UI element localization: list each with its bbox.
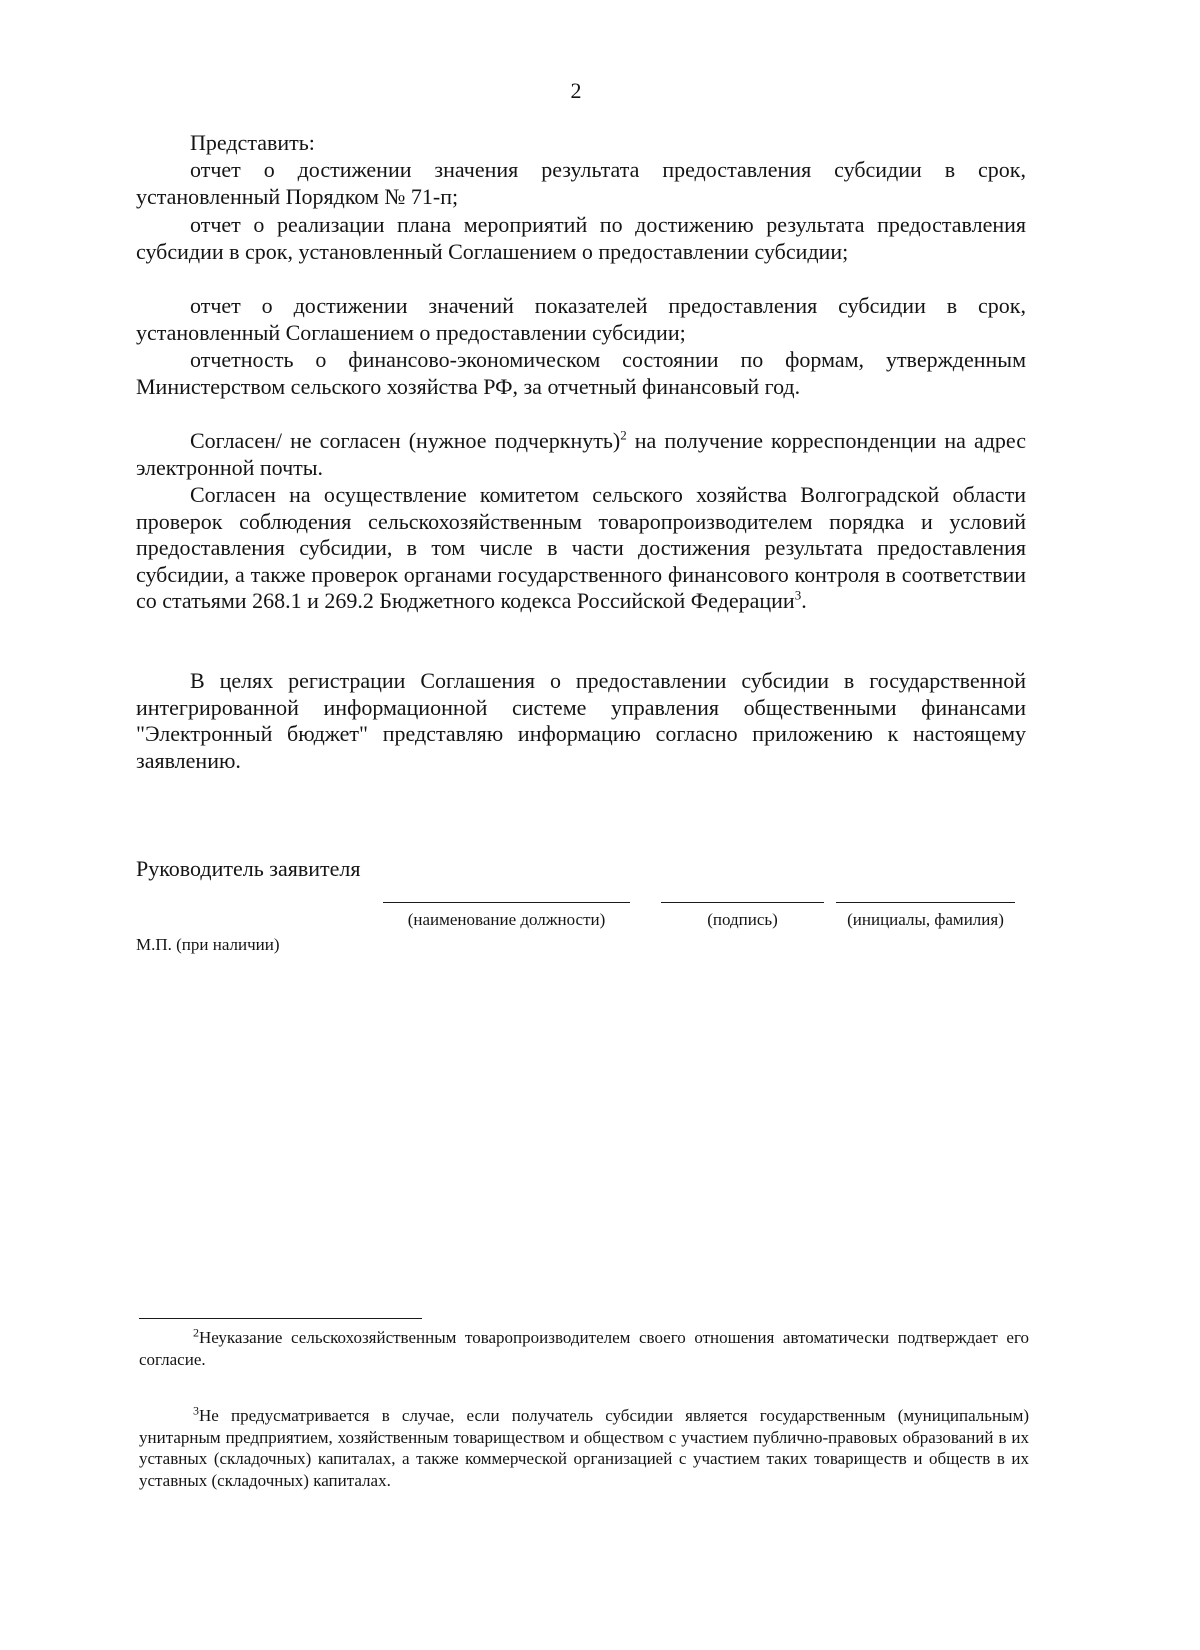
footnote-mark-2: 2	[193, 1325, 199, 1340]
footnote-separator	[139, 1318, 422, 1319]
footnote-2	[139, 1327, 1029, 1370]
consent-email-paragraph	[136, 428, 1026, 481]
report-item-indicators: отчет о достижении значений показателей предоставления субсидии в срок, установленный Соглашением о предоставлении субсидии;	[136, 293, 1026, 345]
consent-audit-paragraph	[136, 482, 1026, 615]
report-item-plan: отчет о реализации плана мероприятий по достижению результата предоставления субсидии в срок, установленный Соглашением о предоставлении субсидии;	[136, 212, 1026, 264]
footnote-2-text: Неуказание сельскохозяйственным товаропроизводителем своего отношения автоматически подтверждает его согласие.	[139, 1328, 1029, 1369]
signature-caption: (подпись)	[707, 910, 778, 929]
page-number: 2	[570, 78, 582, 103]
head-of-applicant-label: Руководитель заявителя	[136, 856, 361, 881]
footnote-ref-2: 2	[620, 427, 627, 443]
report-item-result: отчет о достижении значения результата предоставления субсидии в срок, установленный Порядком № 71-п;	[136, 157, 1026, 209]
consent-email-text-end: на получение корреспонденции на адрес электронной почты.	[136, 428, 1026, 480]
registration-paragraph: В целях регистрации Соглашения о предоставлении субсидии в государственной интегрированной информационной системе управления общественными финансами "Электронный бюджет" представляю информацию согласно приложению к настоящему заявлению.	[136, 668, 1026, 773]
footnote-3	[139, 1405, 1029, 1491]
consent-email-text: Согласен/ не согласен (нужное подчеркнуть)	[190, 428, 621, 453]
position-caption: (наименование должности)	[407, 910, 606, 929]
footnote-3-text: Не предусматривается в случае, если получатель субсидии является государственным (муниципальным) унитарным предприятием, хозяйственным товариществом и обществом с участием публично-правовых образований в их уставных (складочных) капиталах, а также коммерческой организацией с участием таких товариществ и обществ в их уставных (складочных) капиталах.	[139, 1406, 1029, 1490]
footnote-mark-3: 3	[193, 1403, 199, 1418]
position-line	[383, 902, 630, 903]
initials-caption: (инициалы, фамилия)	[847, 910, 1004, 929]
signature-line	[661, 902, 824, 903]
initials-line	[836, 902, 1015, 903]
stamp-label: М.П. (при наличии)	[136, 935, 280, 954]
present-heading: Представить:	[190, 130, 315, 155]
footnote-ref-3: 3	[794, 587, 802, 603]
consent-audit-end: .	[801, 588, 807, 613]
report-item-financial: отчетность о финансово-экономическом состоянии по формам, утвержденным Министерством сельского хозяйства РФ, за отчетный финансовый год.	[136, 347, 1026, 399]
consent-audit-text: Согласен на осуществление комитетом сельского хозяйства Волгоградской области проверок соблюдения сельскохозяйственным товаропроизводителем порядка и условий предоставления субсидии, в том числе в части достижения результата предоставления субсидии, а также проверок органами государственного финансового контроля в соответствии со статьями 268.1 и 269.2 Бюджетного кодекса Российской Федерации	[136, 482, 1026, 613]
